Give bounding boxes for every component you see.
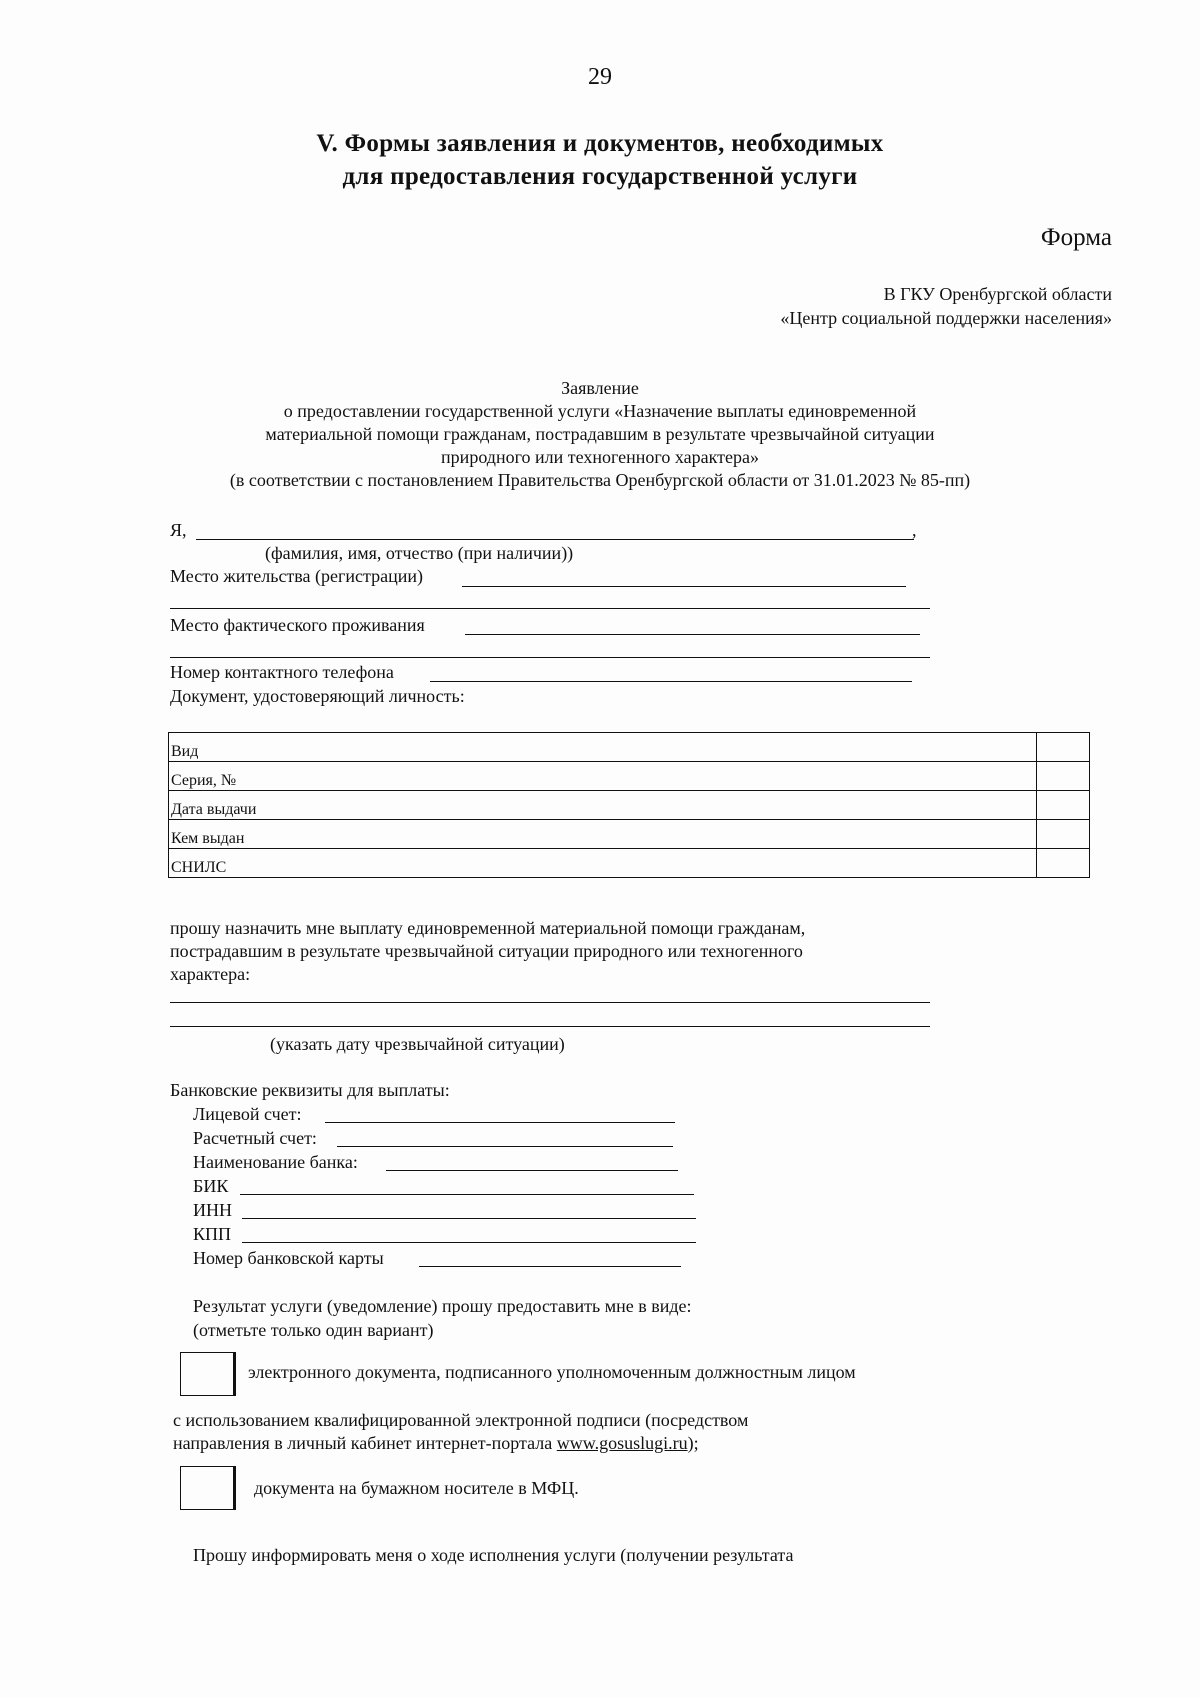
id-document-label: Документ, удостоверяющий личность: (170, 686, 465, 706)
phone-field[interactable] (430, 681, 912, 682)
bik-label: БИК (193, 1176, 229, 1196)
full-name-hint: (фамилия, имя, отчество (при наличии)) (265, 543, 574, 563)
bank-details-title: Банковские реквизиты для выплаты: (170, 1080, 450, 1100)
section-heading-line1: V. Формы заявления и документов, необходимых (316, 130, 884, 157)
residence-field[interactable] (462, 586, 906, 587)
id-document-table (168, 732, 1090, 878)
bik-field[interactable] (240, 1194, 694, 1195)
electronic-document-cont-line1: с использованием квалифицированной электронной подписи (посредством (173, 1410, 749, 1430)
electronic-document-option: электронного документа, подписанного уполномоченным должностным лицом (248, 1362, 856, 1382)
actual-address-field[interactable] (465, 634, 920, 635)
comma: , (912, 520, 917, 540)
electronic-document-cont-suffix: ); (687, 1433, 699, 1453)
result-delivery-line2: (отметьте только один вариант) (193, 1320, 434, 1340)
actual-address-field-line2[interactable] (170, 657, 930, 658)
residence-label: Место жительства (регистрации) (170, 566, 424, 586)
application-subject-line2: материальной помощи гражданам, пострадавшим в результате чрезвычайной ситуации (265, 424, 935, 444)
form-label: Форма (1040, 224, 1112, 251)
bank-name-label: Наименование банка: (193, 1152, 358, 1172)
id-row-series-label: Серия, № (169, 762, 1037, 791)
phone-label: Номер контактного телефона (170, 662, 394, 682)
i-label: Я, (170, 520, 187, 540)
electronic-document-checkbox[interactable] (180, 1352, 236, 1396)
id-row-issued-by-label: Кем выдан (169, 820, 1037, 849)
table-row (169, 791, 1090, 820)
result-delivery-line1: Результат услуги (уведомление) прошу предоставить мне в виде: (193, 1296, 692, 1316)
application-basis: (в соответствии с постановлением Правительства Оренбургской области от 31.01.2023 № 85-пп) (229, 470, 971, 490)
electronic-document-cont-line2 (173, 1433, 699, 1454)
request-line2: пострадавшим в результате чрезвычайной ситуации природного или техногенного (170, 941, 803, 961)
paper-document-option: документа на бумажном носителе в МФЦ. (254, 1478, 579, 1498)
residence-field-line2[interactable] (170, 608, 930, 609)
id-row-snils-label: СНИЛС (169, 849, 1037, 878)
application-title: Заявление (561, 378, 639, 398)
id-row-snils-value[interactable] (1037, 849, 1090, 878)
settlement-account-label: Расчетный счет: (193, 1128, 317, 1148)
table-row (169, 849, 1090, 878)
kpp-field[interactable] (242, 1242, 696, 1243)
electronic-document-cont-prefix: направления в личный кабинет интернет-портала (173, 1433, 557, 1453)
gosuslugi-link[interactable]: www.gosuslugi.ru (556, 1433, 688, 1453)
id-row-issue-date-label: Дата выдачи (169, 791, 1037, 820)
inn-label: ИНН (193, 1200, 232, 1220)
card-number-field[interactable] (419, 1266, 681, 1267)
table-row (169, 762, 1090, 791)
request-line1: прошу назначить мне выплату единовременной материальной помощи гражданам, (170, 918, 806, 938)
addressee-line2: «Центр социальной поддержки населения» (780, 308, 1112, 328)
inn-field[interactable] (242, 1218, 696, 1219)
section-heading-line2: для предоставления государственной услуги (342, 163, 858, 190)
personal-account-field[interactable] (325, 1122, 675, 1123)
bank-name-field[interactable] (386, 1170, 678, 1171)
id-row-type-label: Вид (169, 733, 1037, 762)
emergency-date-field[interactable] (170, 1002, 930, 1003)
application-subject-line1: о предоставлении государственной услуги «Назначение выплаты единовременной (283, 401, 917, 421)
full-name-field[interactable] (196, 539, 914, 540)
id-row-issued-by-value[interactable] (1037, 820, 1090, 849)
actual-address-label: Место фактического проживания (170, 615, 425, 635)
settlement-account-field[interactable] (337, 1146, 673, 1147)
page-number: 29 (588, 64, 612, 90)
application-subject-line3: природного или техногенного характера» (441, 447, 759, 467)
id-row-type-value[interactable] (1037, 733, 1090, 762)
card-number-label: Номер банковской карты (193, 1248, 384, 1268)
id-row-series-value[interactable] (1037, 762, 1090, 791)
id-row-issue-date-value[interactable] (1037, 791, 1090, 820)
kpp-label: КПП (193, 1224, 232, 1244)
emergency-date-field-line2[interactable] (170, 1026, 930, 1027)
request-line3: характера: (170, 964, 251, 984)
paper-document-checkbox[interactable] (180, 1466, 236, 1510)
addressee-line1: В ГКУ Оренбургской области (883, 284, 1112, 304)
table-row (169, 733, 1090, 762)
table-row (169, 820, 1090, 849)
personal-account-label: Лицевой счет: (193, 1104, 302, 1124)
emergency-date-hint: (указать дату чрезвычайной ситуации) (270, 1034, 565, 1054)
inform-request: Прошу информировать меня о ходе исполнения услуги (получении результата (193, 1545, 794, 1565)
